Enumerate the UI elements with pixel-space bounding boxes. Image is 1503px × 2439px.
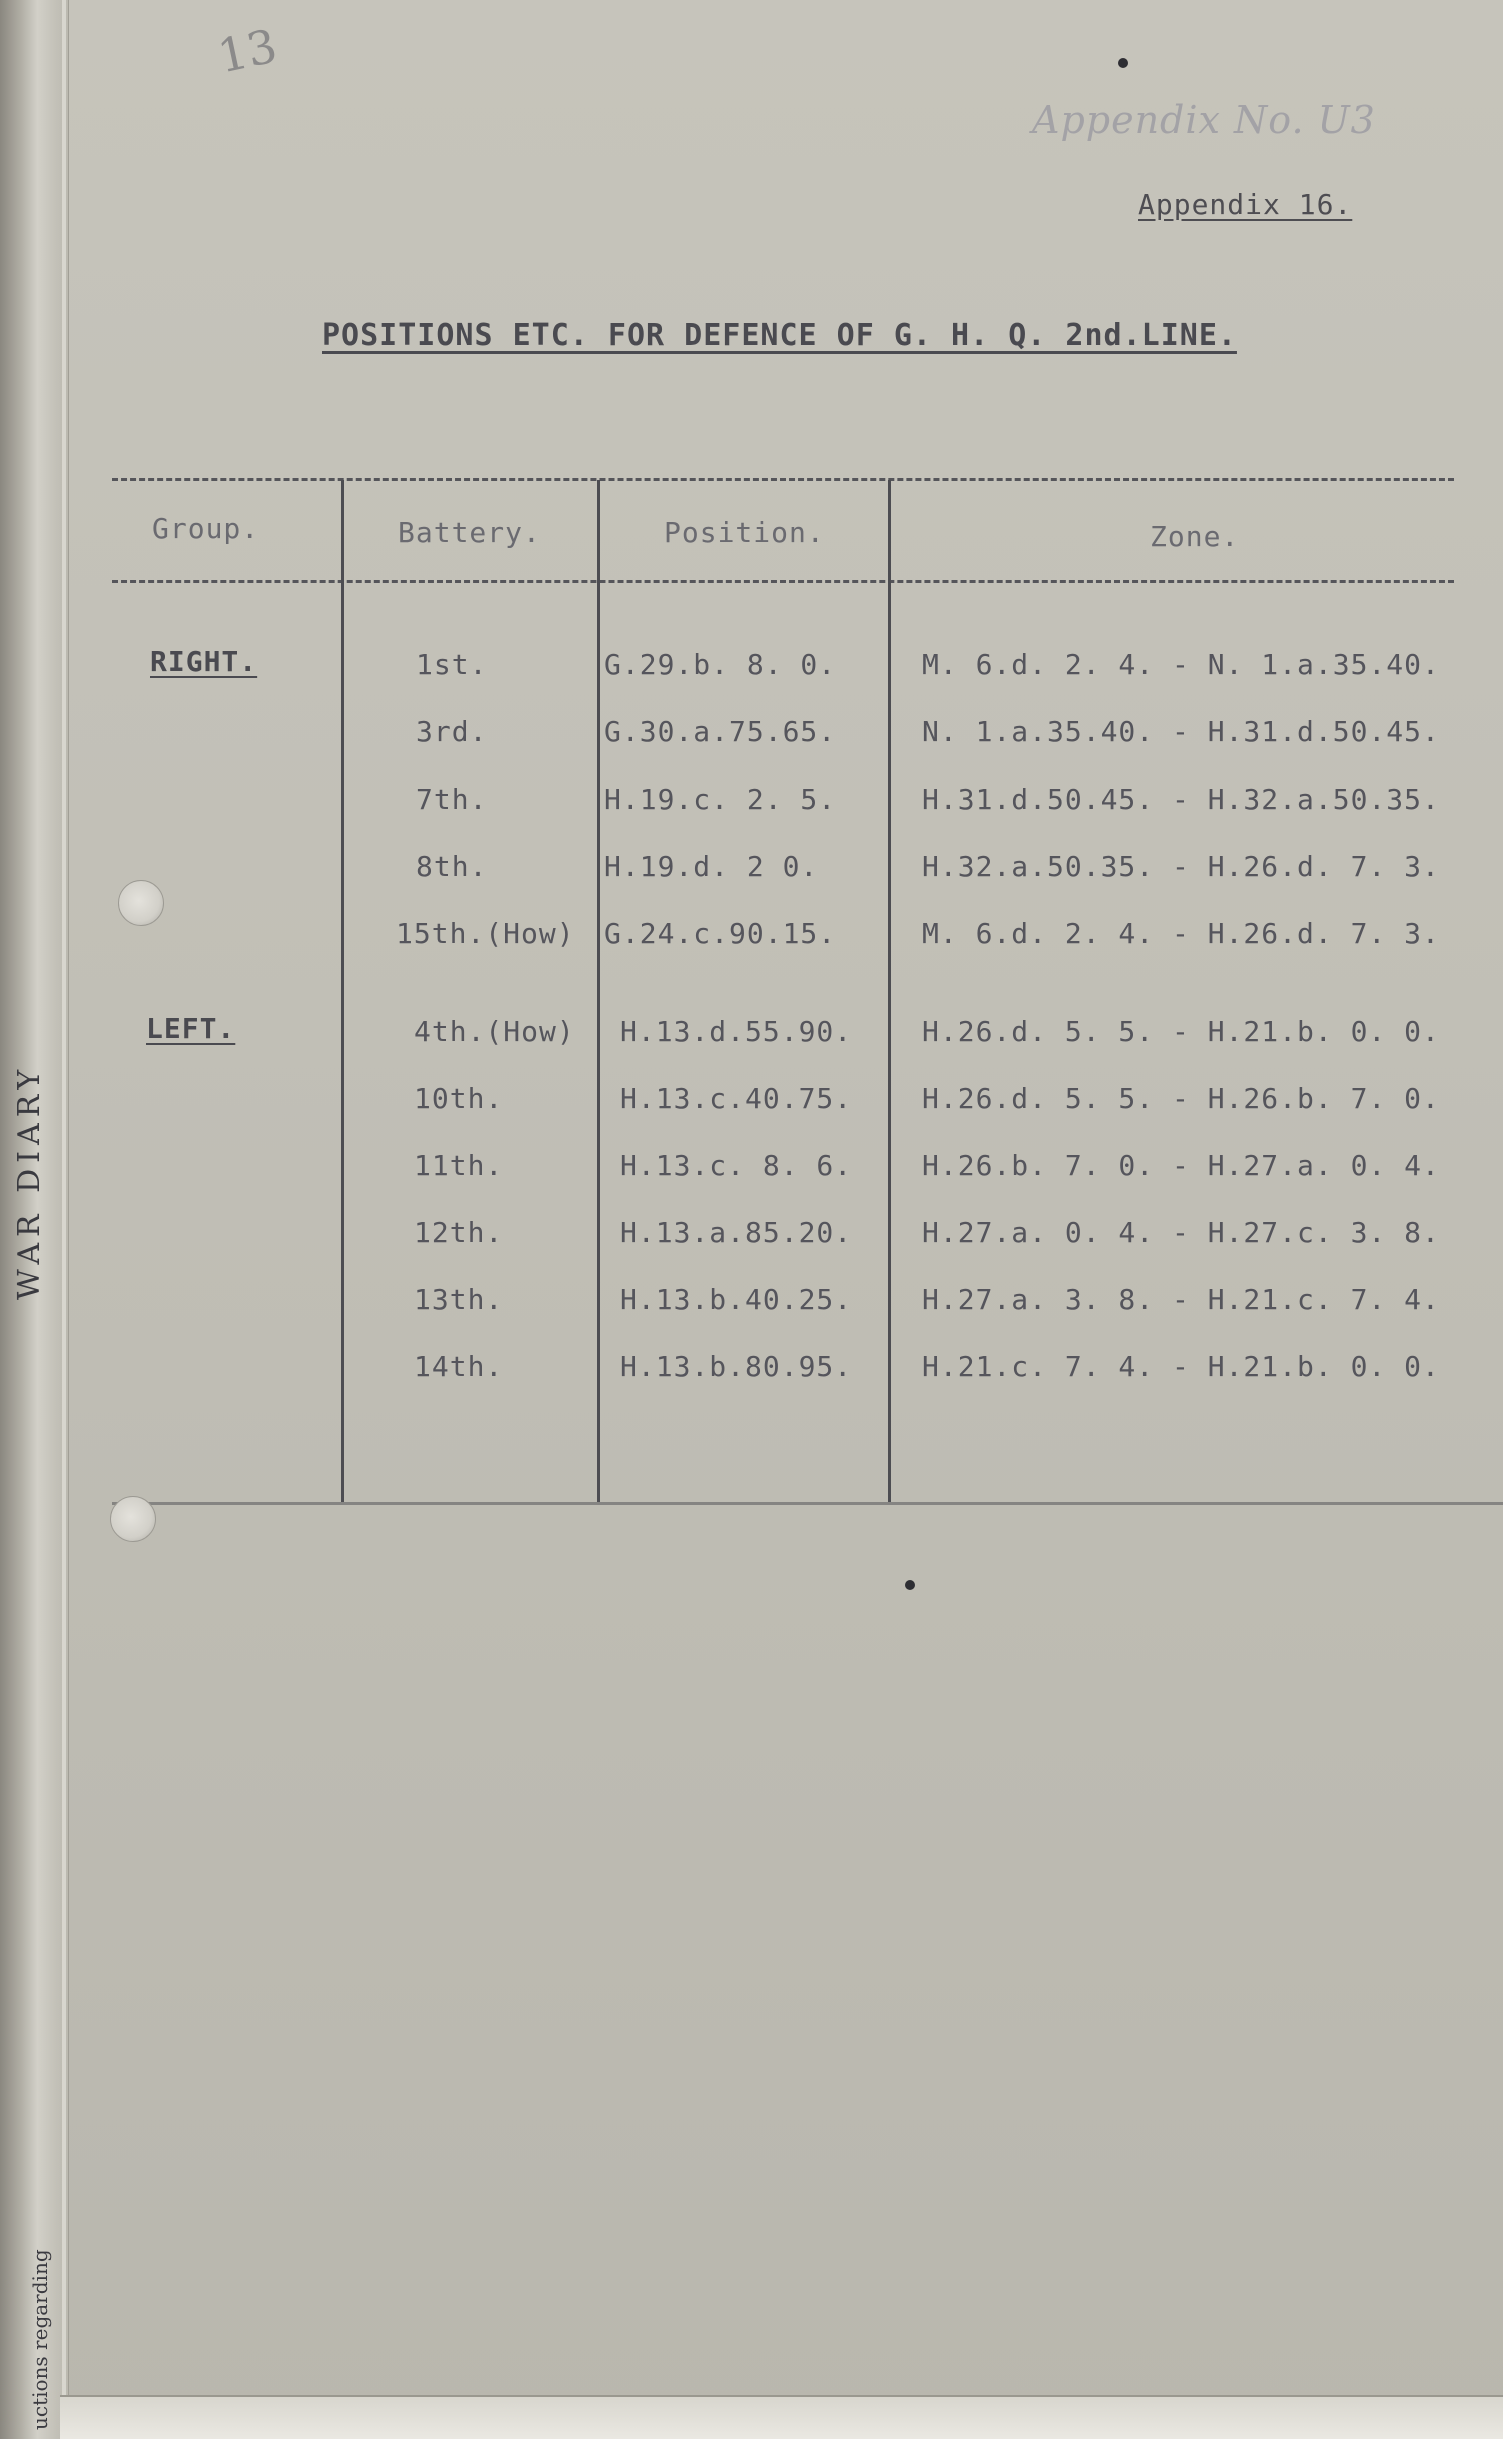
position-cell: H.13.b.40.25. (620, 1283, 853, 1316)
zone-cell: H.26.d. 5. 5. - H.21.b. 0. 0. (922, 1015, 1440, 1048)
battery-cell: 4th.(How) (414, 1015, 575, 1048)
position-cell: H.19.d. 2 0. (604, 850, 819, 883)
table-header-rule (112, 580, 1454, 583)
position-cell: H.19.c. 2. 5. (604, 783, 837, 816)
punch-hole (110, 1496, 156, 1542)
column-divider-group (341, 480, 344, 1502)
column-divider-battery (597, 480, 600, 1502)
position-cell: H.13.d.55.90. (620, 1015, 853, 1048)
table-top-rule (112, 478, 1454, 481)
zone-cell: H.27.a. 3. 8. - H.21.c. 7. 4. (922, 1283, 1440, 1316)
battery-cell: 12th. (414, 1216, 504, 1249)
zone-cell: H.26.d. 5. 5. - H.26.b. 7. 0. (922, 1082, 1440, 1115)
zone-cell: H.26.b. 7. 0. - H.27.a. 0. 4. (922, 1149, 1440, 1182)
header-group: Group. (152, 512, 260, 545)
battery-cell: 3rd. (416, 715, 488, 748)
battery-cell: 1st. (416, 648, 488, 681)
ink-dot (1118, 58, 1128, 68)
group-label-right: RIGHT. (150, 645, 258, 678)
binder-bottom-text: uctions regarding (28, 2249, 52, 2430)
battery-cell: 10th. (414, 1082, 504, 1115)
battery-cell: 15th.(How) (396, 917, 575, 950)
zone-cell: M. 6.d. 2. 4. - H.26.d. 7. 3. (922, 917, 1440, 950)
battery-cell: 7th. (416, 783, 488, 816)
page-bottom-edge (60, 2395, 1503, 2439)
group-label-left: LEFT. (146, 1012, 236, 1045)
header-battery: Battery. (398, 516, 541, 549)
position-cell: H.13.c. 8. 6. (620, 1149, 853, 1182)
zone-cell: M. 6.d. 2. 4. - N. 1.a.35.40. (922, 648, 1440, 681)
appendix-typed: Appendix 16. (1138, 188, 1353, 221)
punch-hole (118, 880, 164, 926)
zone-cell: N. 1.a.35.40. - H.31.d.50.45. (922, 715, 1440, 748)
position-cell: G.30.a.75.65. (604, 715, 837, 748)
zone-cell: H.32.a.50.35. - H.26.d. 7. 3. (922, 850, 1440, 883)
column-divider-position (888, 480, 891, 1502)
appendix-handwritten: Appendix No. U3 (1032, 98, 1376, 142)
position-cell: G.24.c.90.15. (604, 917, 837, 950)
table-bottom-rule (112, 1502, 1503, 1505)
binder-edge (62, 0, 66, 2439)
zone-cell: H.21.c. 7. 4. - H.21.b. 0. 0. (922, 1350, 1440, 1383)
battery-cell: 14th. (414, 1350, 504, 1383)
battery-cell: 11th. (414, 1149, 504, 1182)
folio-number: 13 (213, 18, 282, 84)
position-cell: H.13.a.85.20. (620, 1216, 853, 1249)
header-zone: Zone. (1150, 520, 1240, 553)
binder-spine-text (12, 1260, 47, 1300)
zone-cell: H.27.a. 0. 4. - H.27.c. 3. 8. (922, 1216, 1440, 1249)
position-cell: H.13.c.40.75. (620, 1082, 853, 1115)
ink-dot (905, 1580, 915, 1590)
battery-cell: 13th. (414, 1283, 504, 1316)
battery-cell: 8th. (416, 850, 488, 883)
position-cell: H.13.b.80.95. (620, 1350, 853, 1383)
zone-cell: H.31.d.50.45. - H.32.a.50.35. (922, 783, 1440, 816)
position-cell: G.29.b. 8. 0. (604, 648, 837, 681)
header-position: Position. (664, 516, 825, 549)
page-title: POSITIONS ETC. FOR DEFENCE OF G. H. Q. 2nd.LINE. (322, 318, 1237, 353)
